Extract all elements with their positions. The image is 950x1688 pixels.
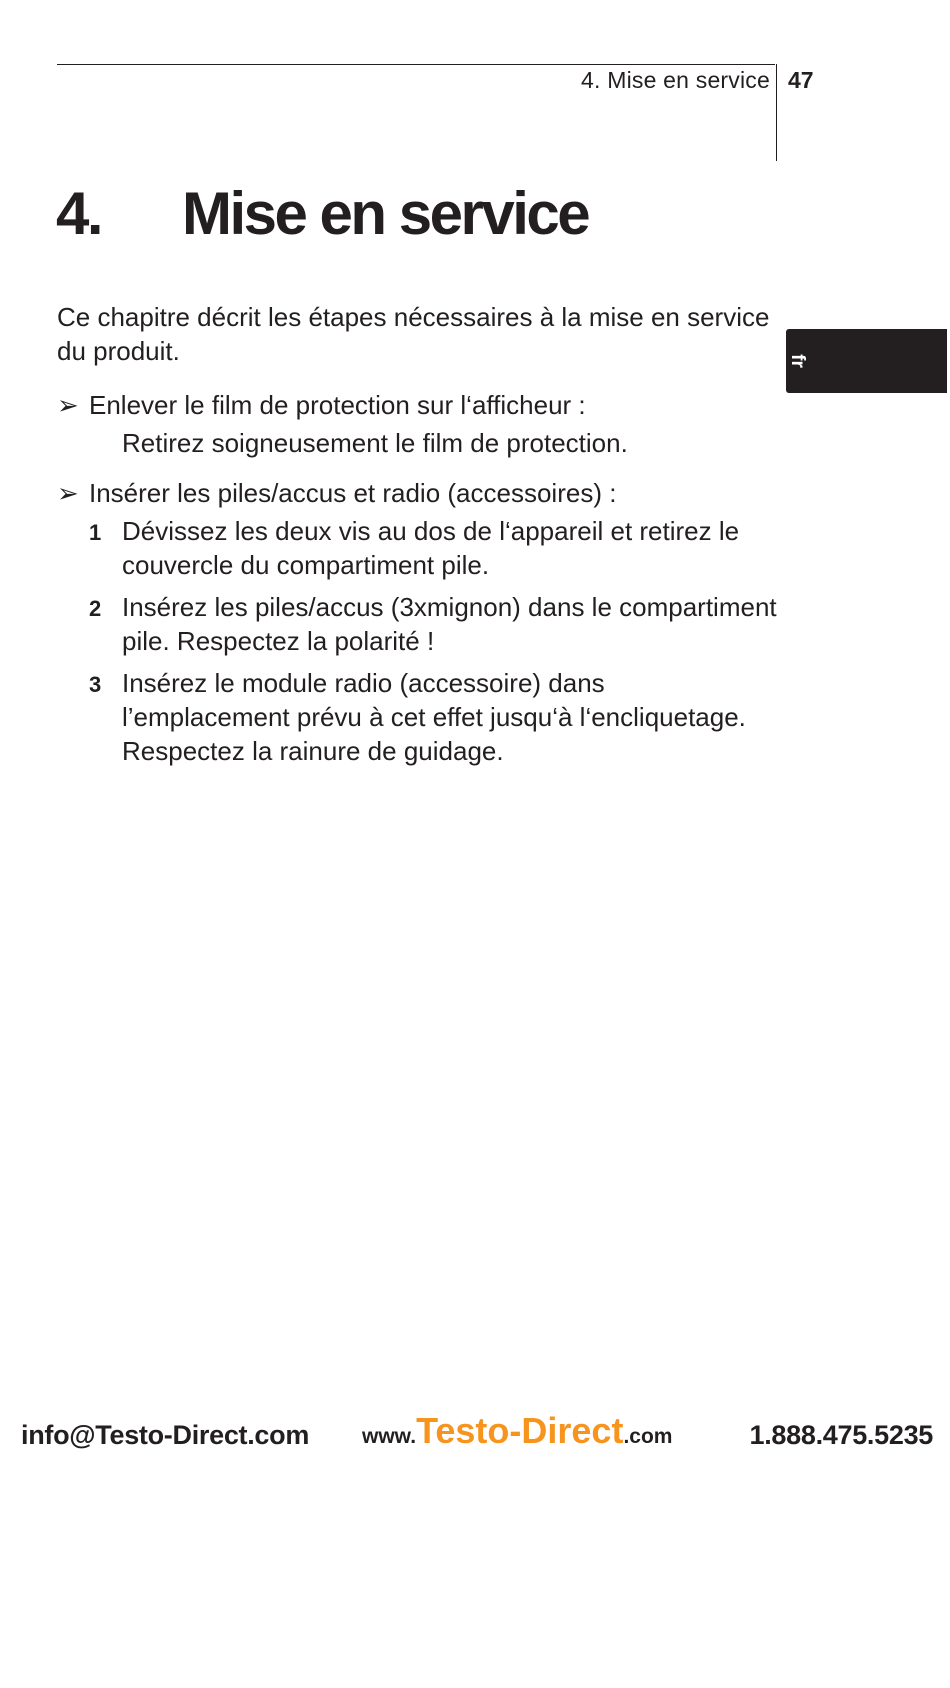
chapter-number: 4. xyxy=(56,180,102,247)
action-text: Insérer les piles/accus et radio (accessoires) : xyxy=(89,478,617,508)
step-text: Insérez le module radio (accessoire) dans l’emplacement prévu à cet effet jusqu‘à l‘encliquetage. Respectez la rainure de guidage. xyxy=(122,668,746,766)
step-item xyxy=(57,514,777,582)
step-number: 1 xyxy=(89,520,102,545)
footer-web-brand: Testo-Direct xyxy=(416,1410,624,1451)
intro-paragraph: Ce chapitre décrit les étapes nécessaires à la mise en service du produit. xyxy=(57,302,770,366)
footer-website-link[interactable] xyxy=(362,1410,672,1452)
header-vertical-rule xyxy=(776,64,777,161)
action-result: Retirez soigneusement le film de protection. xyxy=(122,428,628,458)
page-content xyxy=(57,300,777,776)
footer xyxy=(0,1410,950,1460)
language-tab-label: fr xyxy=(787,354,808,368)
arrow-icon: ➢ xyxy=(57,390,79,420)
chapter-title xyxy=(56,178,588,250)
step-item xyxy=(57,590,777,658)
footer-email-link[interactable]: info@Testo-Direct.com xyxy=(21,1420,310,1450)
action-item xyxy=(57,476,777,510)
page-number: 47 xyxy=(788,67,814,93)
footer-web-suffix: .com xyxy=(623,1425,673,1448)
step-item xyxy=(57,666,777,768)
footer-phone: 1.888.475.5235 xyxy=(749,1420,933,1450)
arrow-icon: ➢ xyxy=(57,478,79,508)
step-number: 2 xyxy=(89,596,102,621)
step-number: 3 xyxy=(89,672,102,697)
action-text: Enlever le film de protection sur l‘afficheur : xyxy=(89,390,586,420)
step-text: Insérez les piles/accus (3xmignon) dans le compartiment pile. Respectez la polarité ! xyxy=(122,592,777,656)
header-rule xyxy=(57,64,775,65)
step-text: Dévissez les deux vis au dos de l‘appareil et retirez le couvercle du compartiment pile. xyxy=(122,516,740,580)
footer-web-prefix: www. xyxy=(362,1425,417,1448)
running-head: 4. Mise en service xyxy=(581,67,770,93)
chapter-title-text: Mise en service xyxy=(182,180,589,247)
steps-list xyxy=(57,514,777,768)
language-tab xyxy=(786,329,947,393)
action-item xyxy=(57,388,777,422)
